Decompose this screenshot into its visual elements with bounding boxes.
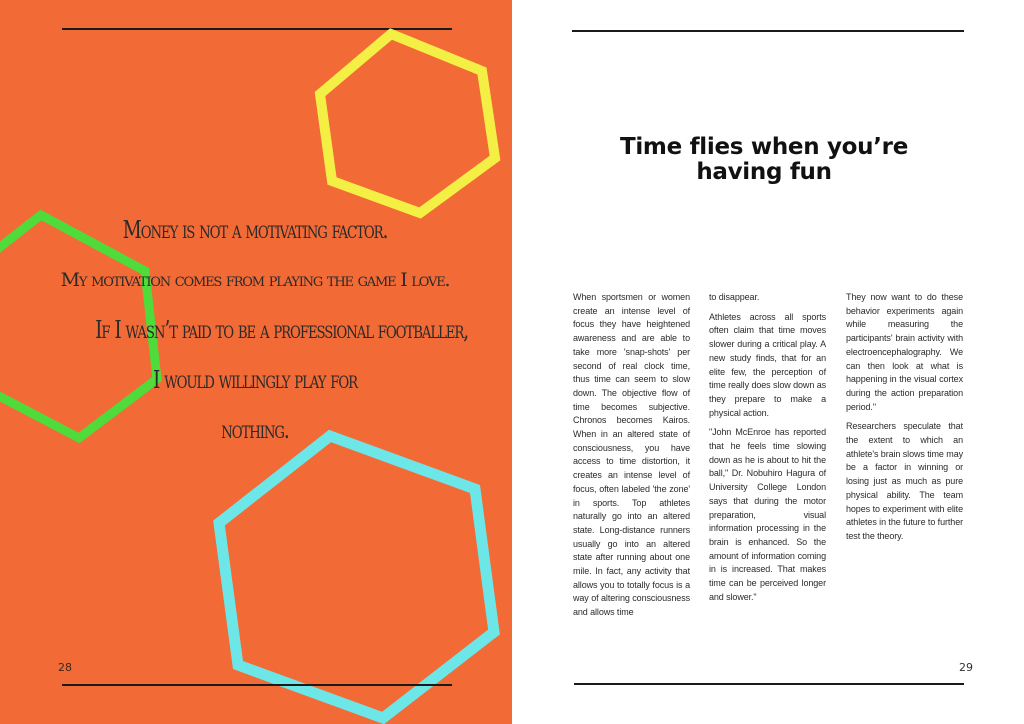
quote-line: I would willingly play for [152, 366, 358, 394]
quote-line: nothing. [221, 416, 289, 444]
pull-quote [50, 205, 469, 455]
text-column-2 [709, 291, 826, 610]
bottom-rule [574, 683, 964, 685]
quote-line: My motivation comes from playing the game I love. [60, 269, 450, 291]
right-page [512, 0, 1024, 724]
article-title: Time flies when you’re having fun [619, 134, 909, 185]
cyan-hexagon [219, 436, 494, 718]
paragraph: Athletes across all sports often claim that time moves slower during a critical play. A new study finds, that for an elite few, the perception of time really does slow down as they prepare to make a physical action. [709, 311, 826, 418]
text-column-1 [573, 291, 690, 626]
text-column-3 [846, 291, 963, 550]
quote-line: Money is not a motivating factor. [122, 216, 388, 244]
paragraph: They now want to do these behavior experiments again while measuring the participants' brain activity with electroencephalography. We can then look at what is happening in the visual cortex during the action preparation period." [846, 292, 963, 412]
top-rule [572, 30, 964, 32]
paragraph: When sportsmen or women create an intense level of focus they have heightened awareness and are able to take more 'snap-shots' per second of real clock time, thus time can seem to slow down. The objective flow of time becomes subjective. Chronos becomes Kairos. When in an altered state of consciousness, you have access to time distortion, it creates an intense level of focus, often labeled 'the zone' in sports. Top athletes naturally go into an altered state. Long-distance runners usually go into an altered state after running about one mile. In fact, any activity that allows you to totally focus is a way of altering consciousness and allows time [573, 292, 690, 618]
paragraph: Researchers speculate that the extent to which an athlete's brain slows time may be a factor in winning or losing just as much as pure physical ability. The team hopes to experiment with elite athletes in the future to further test the theory. [846, 421, 963, 541]
page-number: 29 [959, 661, 973, 674]
page-number: 28 [58, 661, 72, 674]
quote-line: If I wasn’t paid to be a professional footballer, [95, 316, 469, 344]
paragraph: "John McEnroe has reported that he feels time slowing down as he is about to hit the ball," Dr. Nobuhiro Hagura of University College London says that during the motor preparation, visual information processing in the brain is enhanced. So the amount of information coming in is increased. That makes time can be perceived longer and slower." [709, 427, 826, 602]
paragraph: to disappear. [709, 292, 760, 302]
bottom-rule [62, 684, 452, 686]
yellow-hexagon [320, 34, 495, 213]
